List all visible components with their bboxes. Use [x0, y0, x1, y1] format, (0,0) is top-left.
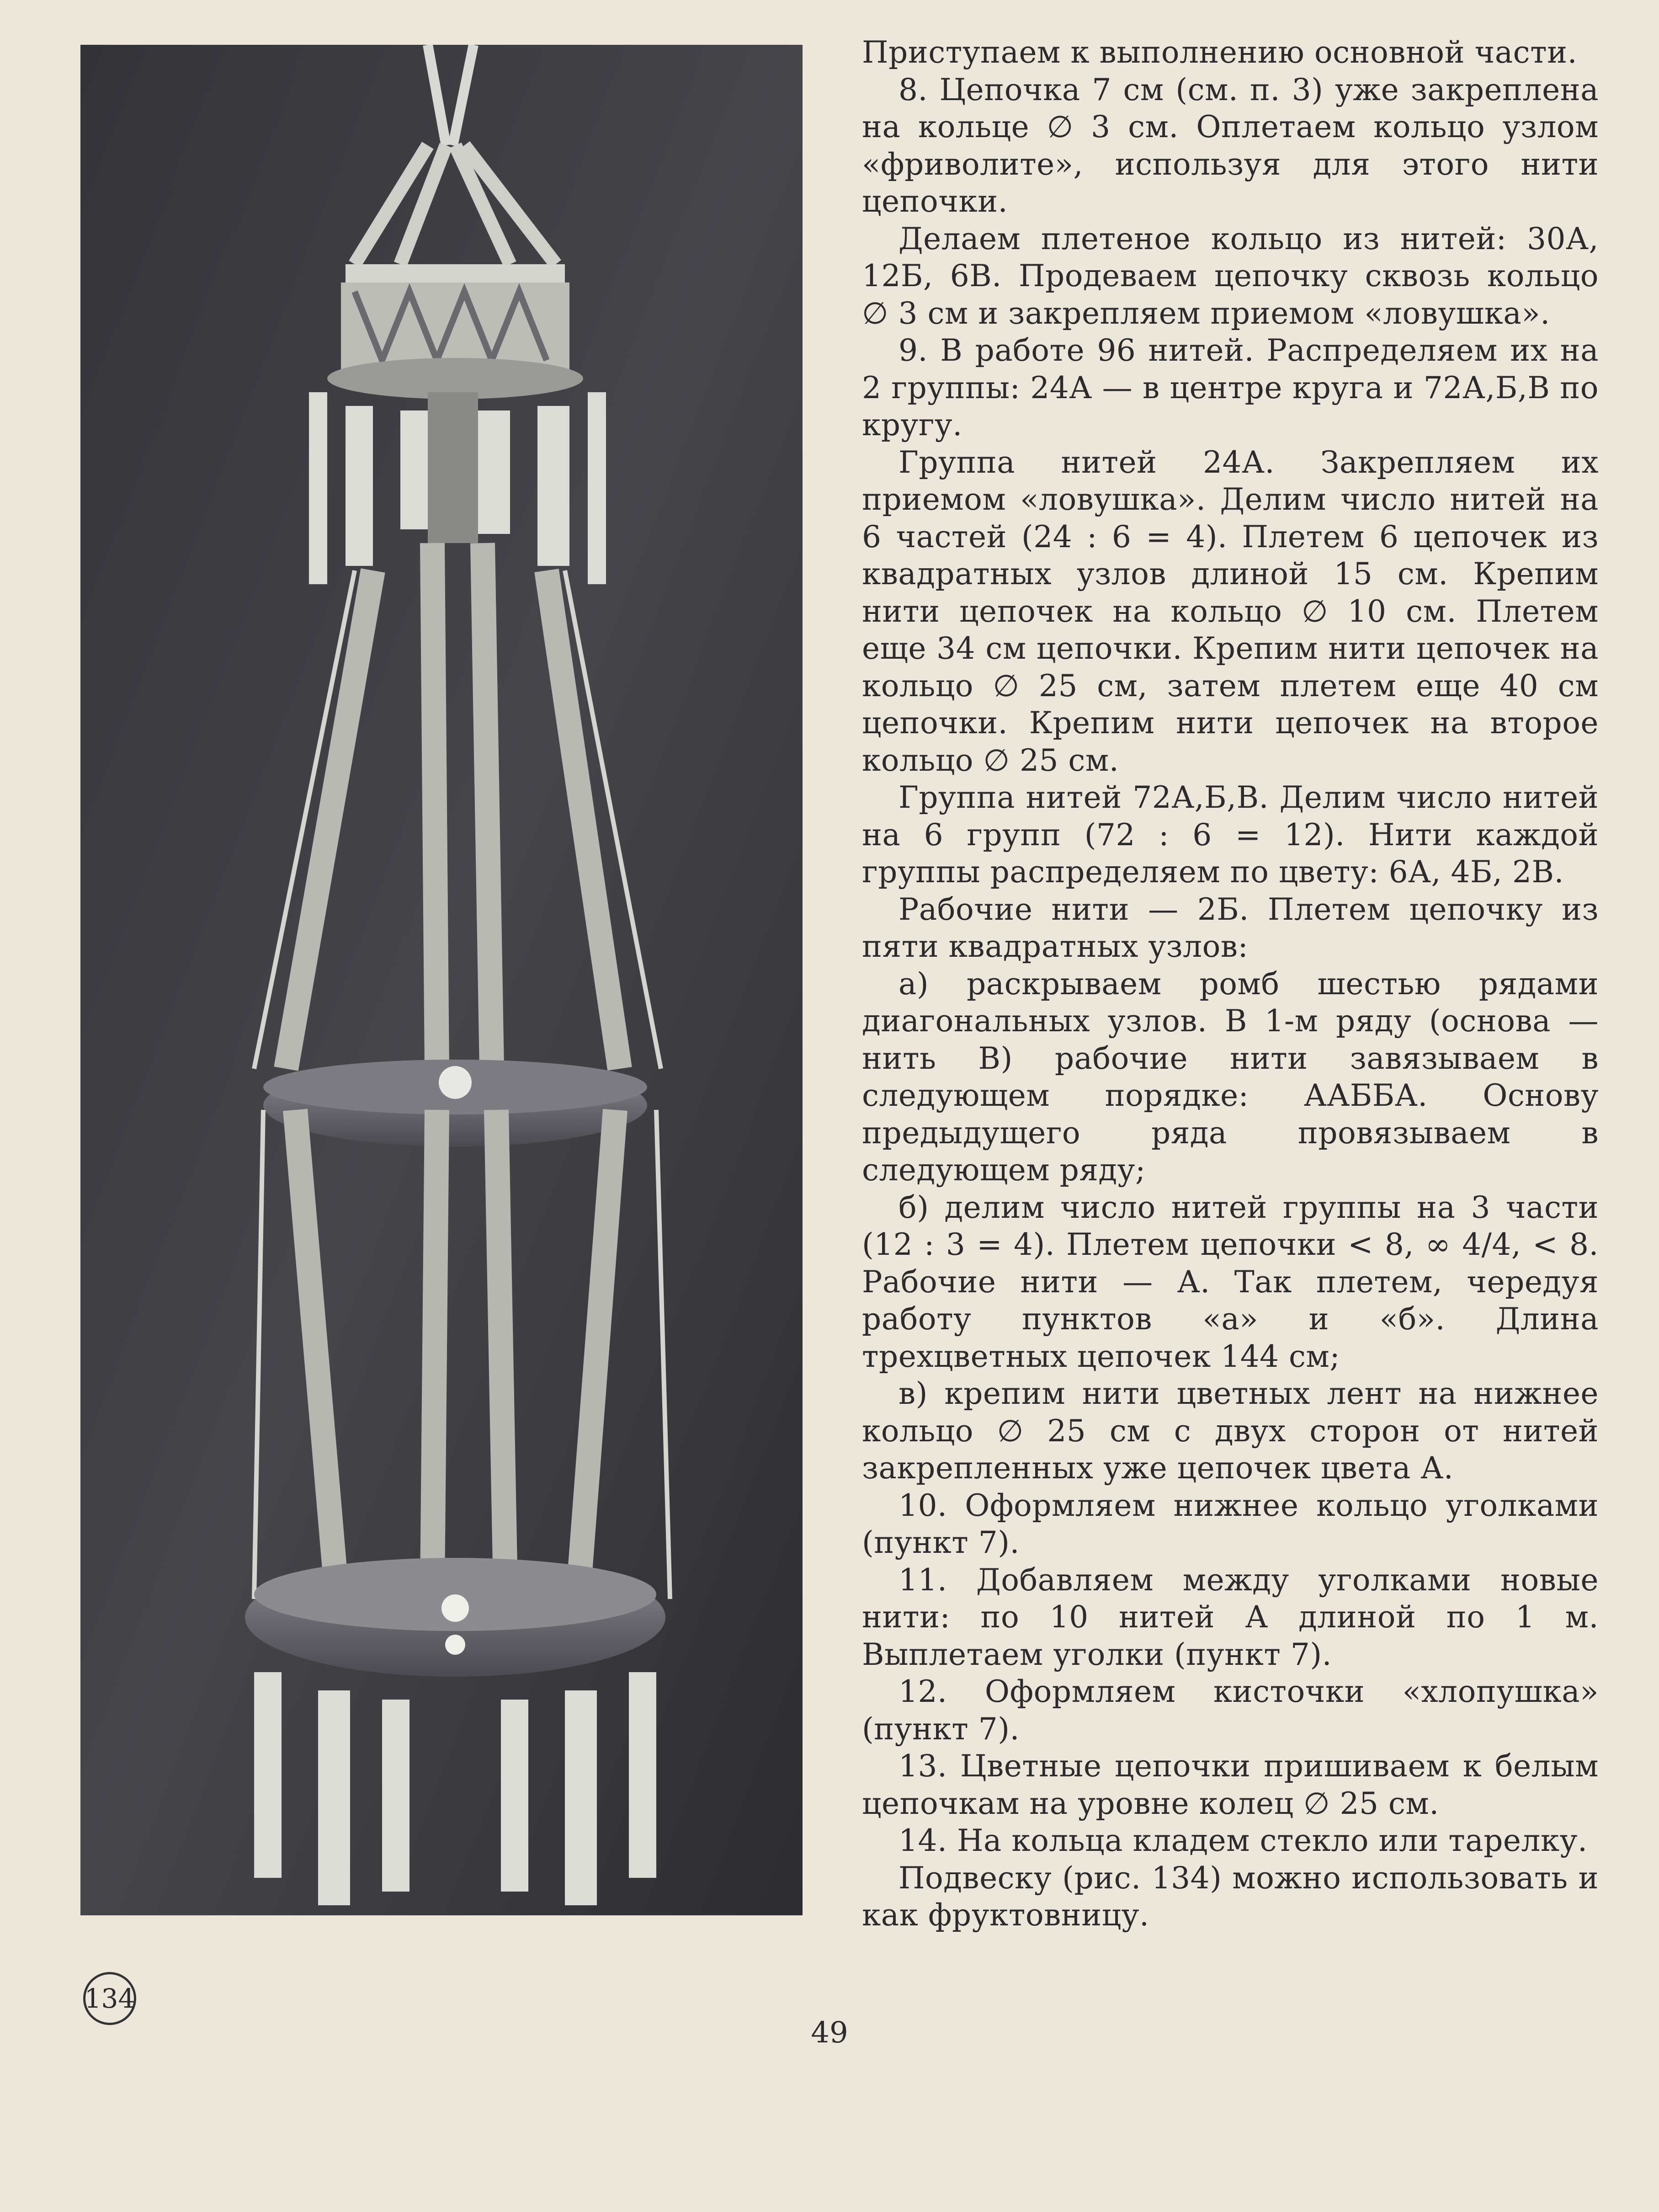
paragraph: б) делим число нитей группы на 3 части (12 : 3 = 4). Плетем цепочки < 8, ∞ 4/4, < 8. Рабочие нити — А. Так плетем, чередуя работу пунктов «а» и «б». Длина трехцветных цепочек 144 см;: [862, 1189, 1599, 1374]
paragraph: 8. Цепочка 7 см (см. п. 3) уже закреплена на кольце ∅ 3 см. Оплетаем кольцо узлом «фриволите», используя для этого нити цепочки.: [862, 72, 1599, 219]
paragraph: а) раскрываем ромб шестью рядами диагональных узлов. В 1-м ряду (основа — нить В) рабочие нити завязываем в следующем порядке: ААББА. Основу предыдущего ряда провязываем в следующем ряду;: [862, 966, 1599, 1188]
paragraph: 14. На кольца кладем стекло или тарелку.: [899, 1823, 1588, 1858]
paragraph: 10. Оформляем нижнее кольцо уголками (пункт 7).: [862, 1487, 1599, 1560]
macrame-photo: [80, 45, 803, 1915]
paragraph: 11. Добавляем между уголками новые нити: по 10 нитей А длиной по 1 м. Выплетаем уголки (пункт 7).: [862, 1562, 1599, 1672]
paragraph: Рабочие нити — 2Б. Плетем цепочку из пяти квадратных узлов:: [862, 891, 1599, 964]
body-text: [862, 34, 1599, 1934]
figure-number-badge: 134: [83, 1972, 136, 2025]
paragraph: 9. В работе 96 нитей. Распределяем их на 2 группы: 24А — в центре круга и 72А,Б,В по кругу.: [862, 333, 1599, 442]
paragraph: Подвеску (рис. 134) можно использовать и как фруктовницу.: [862, 1860, 1599, 1933]
paragraph: Группа нитей 72А,Б,В. Делим число нитей на 6 групп (72 : 6 = 12). Нити каждой группы распределяем по цвету: 6А, 4Б, 2В.: [862, 780, 1599, 890]
page-number: 49: [811, 2016, 848, 2050]
paragraph: 13. Цветные цепочки пришиваем к белым цепочкам на уровне колец ∅ 25 см.: [862, 1748, 1599, 1821]
paragraph: Делаем плетеное кольцо из нитей: 30А, 12Б, 6В. Продеваем цепочку сквозь кольцо ∅ 3 см и закрепляем приемом «ловушка».: [862, 221, 1599, 331]
paragraph: Группа нитей 24А. Закрепляем их приемом «ловушка». Делим число нитей на 6 частей (24 : 6 = 4). Плетем 6 цепочек из квадратных узлов длиной 15 см. Крепим нити цепочек на кольцо ∅ 10 см. Плетем еще 34 см цепочки. Крепим нити цепочек на кольцо ∅ 25 см, затем плетем еще 40 см цепочки. Крепим нити цепочек на второе кольцо ∅ 25 см.: [862, 444, 1599, 778]
paragraph: в) крепим нити цветных лент на нижнее кольцо ∅ 25 см с двух сторон от нитей закрепленных уже цепочек цвета А.: [862, 1376, 1599, 1486]
paragraph: Приступаем к выполнению основной части.: [862, 35, 1578, 70]
paragraph: 12. Оформляем кисточки «хлопушка» (пункт 7).: [862, 1674, 1599, 1747]
